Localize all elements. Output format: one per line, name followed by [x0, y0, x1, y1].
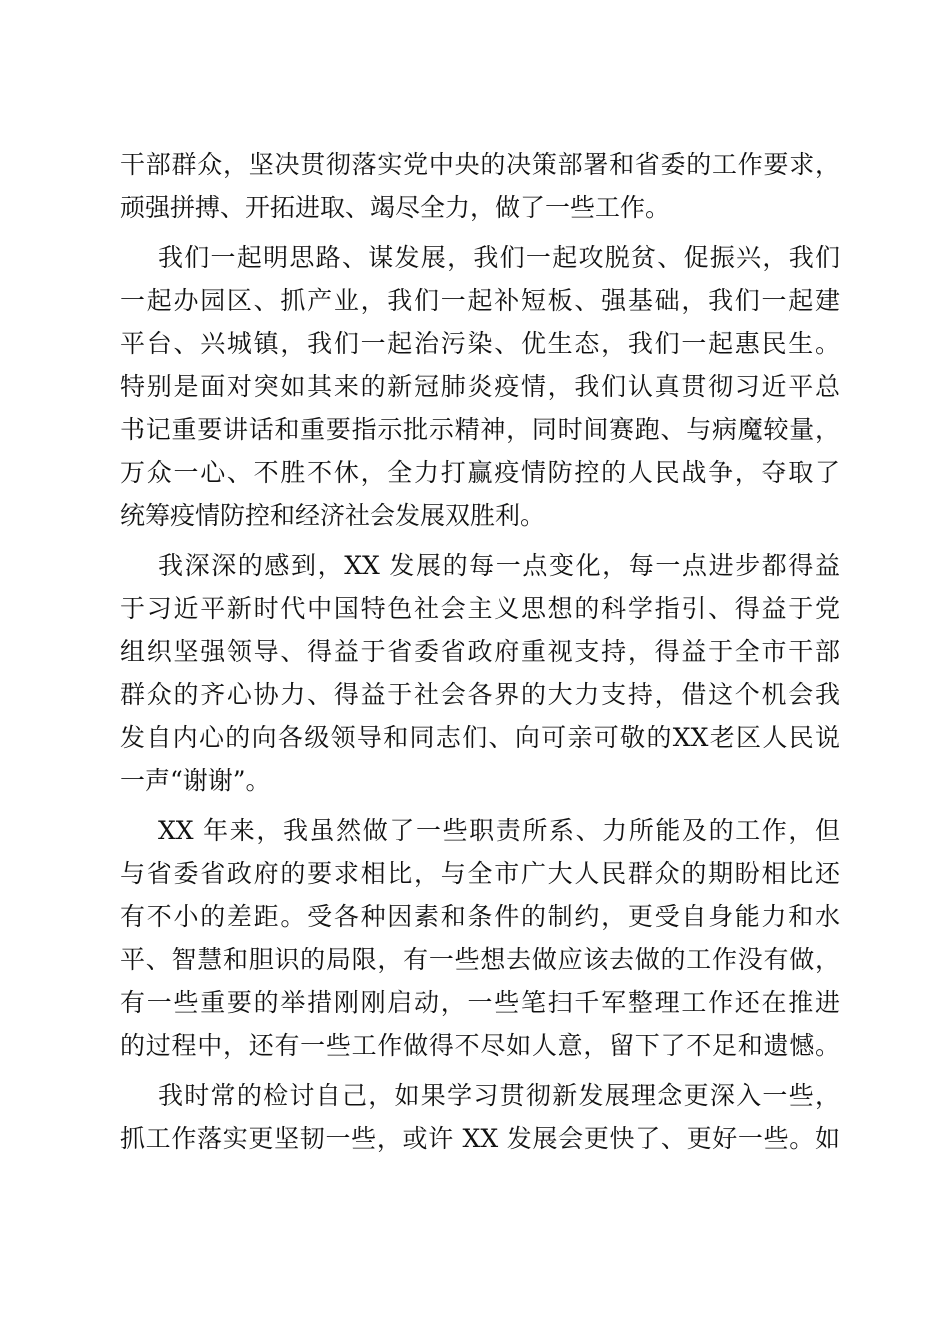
paragraph — [120, 236, 840, 537]
text-line: 干部群众，坚决贯彻落实党中央的决策部署和省委的工作要求， — [120, 150, 840, 179]
text-line: 有一些重要的举措刚刚启动，一些笔扫千军整理工作还在推进 — [120, 988, 840, 1017]
text-line: 平、智慧和胆识的局限，有一些想去做应该去做的工作没有做， — [120, 945, 840, 974]
text-line: 一声“谢谢”。 — [120, 766, 271, 795]
text-line: 与省委省政府的要求相比，与全市广大人民群众的期盼相比还 — [120, 859, 840, 888]
text-line: 于习近平新时代中国特色社会主义思想的科学指引、得益于党 — [120, 594, 840, 623]
text-line: 我们一起明思路、谋发展，我们一起攻脱贫、促振兴，我们 — [158, 243, 840, 272]
text-line: 特别是面对突如其来的新冠肺炎疫情，我们认真贯彻习近平总 — [120, 372, 840, 401]
text-line: 顽强拼搏、开拓进取、竭尽全力，做了一些工作。 — [120, 193, 671, 222]
text-line: 平台、兴城镇，我们一起治污染、优生态，我们一起惠民生。 — [120, 329, 840, 358]
paragraph — [120, 809, 840, 1067]
text-line: 发自内心的向各级领导和同志们、向可亲可敬的XX老区人民说 — [120, 723, 840, 752]
text-line: 组织坚强领导、得益于省委省政府重视支持，得益于全市干部 — [120, 637, 840, 666]
paragraph — [120, 544, 840, 802]
text-line: 万众一心、不胜不休，全力打赢疫情防控的人民战争，夺取了 — [120, 458, 840, 487]
text-line: 的过程中，还有一些工作做得不尽如人意，留下了不足和遗憾。 — [120, 1031, 840, 1060]
text-line: 统筹疫情防控和经济社会发展双胜利。 — [120, 501, 546, 530]
text-line: 有不小的差距。受各种因素和条件的制约，更受自身能力和水 — [120, 902, 840, 931]
text-line: 一起办园区、抓产业，我们一起补短板、强基础，我们一起建 — [120, 286, 840, 315]
text-line: XX 年来，我虽然做了一些职责所系、力所能及的工作，但 — [158, 816, 840, 845]
paragraph — [120, 143, 840, 229]
text-line: 书记重要讲话和重要指示批示精神，同时间赛跑、与病魔较量， — [120, 415, 840, 444]
paragraph — [120, 1074, 840, 1160]
text-line: 我时常的检讨自己，如果学习贯彻新发展理念更深入一些， — [158, 1081, 840, 1110]
text-line: 群众的齐心协力、得益于社会各界的大力支持，借这个机会我 — [120, 680, 840, 709]
text-line: 我深深的感到，XX 发展的每一点变化，每一点进步都得益 — [158, 551, 840, 580]
document-body — [120, 143, 840, 1160]
text-line: 抓工作落实更坚韧一些，或许 XX 发展会更快了、更好一些。如 — [120, 1124, 840, 1153]
